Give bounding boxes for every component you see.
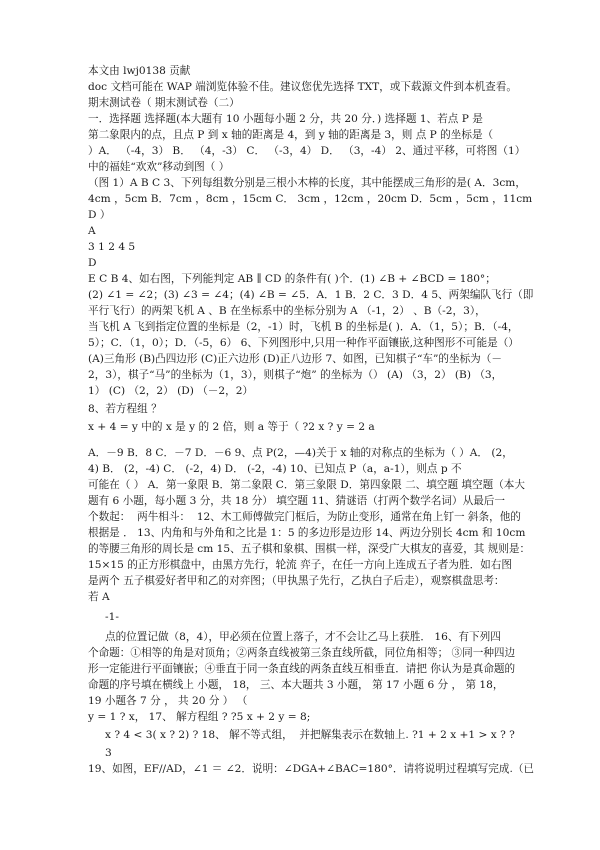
text-line: (A)三角形 (B)凸四边形 (C)正六边形 (D)正八边形 7、如图，已知棋子“车”的坐标为（－ (88, 353, 502, 365)
page-number: -1- (105, 611, 119, 623)
text-line: 4cm ，5cm B．7cm ，8cm ，15cm C． 3cm ，12cm ，20cm D．5cm ，5cm ，11cm (88, 193, 533, 205)
figure-label: A (88, 225, 96, 237)
text-line: 当飞机 A 飞到指定位置的坐标是（2，-1）时，飞机 B 的坐标是( )．A．（1，5）；B．（-4， (88, 321, 519, 333)
text-line: 的等腰三角形的周长是 cm 15、五子棋和象棋、围棋一样，深受广大棋友的喜爱，其 规则是： (88, 543, 531, 555)
text-line: x + 4 = y 中的 x 是 y 的 2 倍，则 a 等于（ ?2 x ? y = 2 a (88, 421, 375, 433)
exam-title: 期末测试卷（ 期末测试卷（二） (88, 97, 240, 109)
text-line: 若 A (88, 591, 110, 603)
text-line: 一．选择题 选择题(本大题有 10 小题每小题 2 分，共 20 分．) 选择题 1、若点 P 是 (88, 113, 483, 125)
text-line: 形一定能进行平面镶嵌；④垂直于同一条直线的两条直线互相垂直．请把 你认为是真命题的 (88, 663, 516, 675)
format-notice: doc 文档可能在 WAP 端浏览体验不佳。建议您优先选择 TXT，或下载源文件到本机查看。 (88, 81, 517, 93)
text-line: 题有 6 小题，每小题 3 分，共 18 分） 填空题 11、猜谜语（打两个数学名词）从最后一 (88, 495, 505, 507)
text-line: 第二象限内的点，且点 P 到 x 轴的距离是 4，到 y 轴的距离是 3，则 点 P 的坐标是（ (88, 129, 494, 141)
text-line: 5）；C．（1，0）；D．（-5，6） 6、下列图形中,只用一种作平面镶嵌,这种图形不可能是（） (88, 337, 519, 349)
text-line: 2，3），棋子“马”的坐标为（1，3），则棋子“炮” 的坐标为（） (A) （3，2） (B) （3， (88, 369, 503, 381)
text-line: （图 1）A B C 3、下列每组数分别是三根小木棒的长度，其中能摆成三角形的是( A．3cm， (88, 177, 526, 189)
text-line: x ? 4 < 3( x ? 2) ? 18、 解不等式组， 并把解集表示在数轴上. ?1 + 2 x +1 > x ? ? (105, 729, 515, 741)
text-line: 8、若方程组 ？ (88, 403, 162, 415)
text-line: 19、如图，EF//AD，∠1 ＝ ∠2．说明：∠DGA+∠BAC=180°．请将说明过程填写完成.（已 (88, 763, 535, 775)
text-line: D ） (88, 209, 111, 221)
text-line: 4) B． (2，-4) C． (-2，4) D． (-2，-4) 10、已知点 P（a，a-1），则点 p 不 (88, 463, 462, 475)
text-line: 点的位置记做（8，4），甲必须在位置上落子，才不会让乙马上获胜． 16、有下列四 (105, 631, 501, 643)
text-line: 可能在（ ） A．第一象限 B．第二象限 C．第三象限 D．第四象限 二、填空题 填空题（本大 (88, 479, 525, 491)
text-line: A．－9 B．8 C．－7 D．－6 9、点 P(2，—4)关于 x 轴的对称点的坐标为（ ）A． (2， (88, 447, 513, 459)
text-line: ）A． （-4，3） B． （4，-3） C． （-3，4） D． （3，-4） 2、通过平移，可将图（1） (88, 145, 526, 157)
text-line: (2) ∠1 = ∠2；(3) ∠3 = ∠4；(4) ∠B = ∠5．A．1 B．2 C．3 D．4 5、两架编队飞行（即 (88, 289, 534, 301)
text-line: 3 (105, 747, 112, 759)
text-line: 是两个 五子棋爱好者甲和乙的对弈图；（甲执黑子先行，乙执白子后走），观察棋盘思考： (88, 575, 505, 587)
text-line: 15×15 的正方形棋盘中，由黑方先行，轮流 弈子，在任一方向上连成五子者为胜．如右图 (88, 559, 512, 571)
text-line: E C B 4、如右图，下列能判定 AB ∥ CD 的条件有( )个．(1) ∠B + ∠BCD = 180°； (88, 273, 496, 285)
text-line: 中的福娃“欢欢”移动到图（ ） (88, 161, 230, 173)
text-line: 平行飞行）的两架飞机 A 、B 在坐标系中的坐标分别为 A （-1，2） 、B（-2，3）， (88, 305, 486, 317)
source-credit: 本文由 lwj0138 贡献 (88, 65, 191, 77)
text-line: 命题的序号填在横线上 小题， 18， 三、本大题共 3 小题， 第 17 小题 6 分 ， 第 18， (88, 679, 504, 691)
figure-label: D (88, 257, 97, 269)
text-line: 1） (C) （2，2） (D) （－2，2） (88, 385, 254, 397)
text-line: 个命题：①相等的角是对顶角；②两条直线被第三条直线所截，同位角相等； ③同一种四边 (88, 647, 516, 659)
text-line: 19 小题各 7 分 ， 共 20 分 ） （ (88, 695, 248, 707)
text-line: 个数起： 两牛相斗： 12、木工师傅做完门框后，为防止变形，通常在角上钉一 斜条，他的 (88, 511, 521, 523)
text-line: 根据是 ． 13、内角和与外角和之比是 1：5 的多边形是边形 14、两边分别长 4cm 和 10cm (88, 527, 526, 539)
figure-label: 3 1 2 4 5 (88, 241, 136, 253)
text-line: y = 1 ? x， 17、 解方程组 ? ?5 x + 2 y = 8; (88, 711, 311, 723)
